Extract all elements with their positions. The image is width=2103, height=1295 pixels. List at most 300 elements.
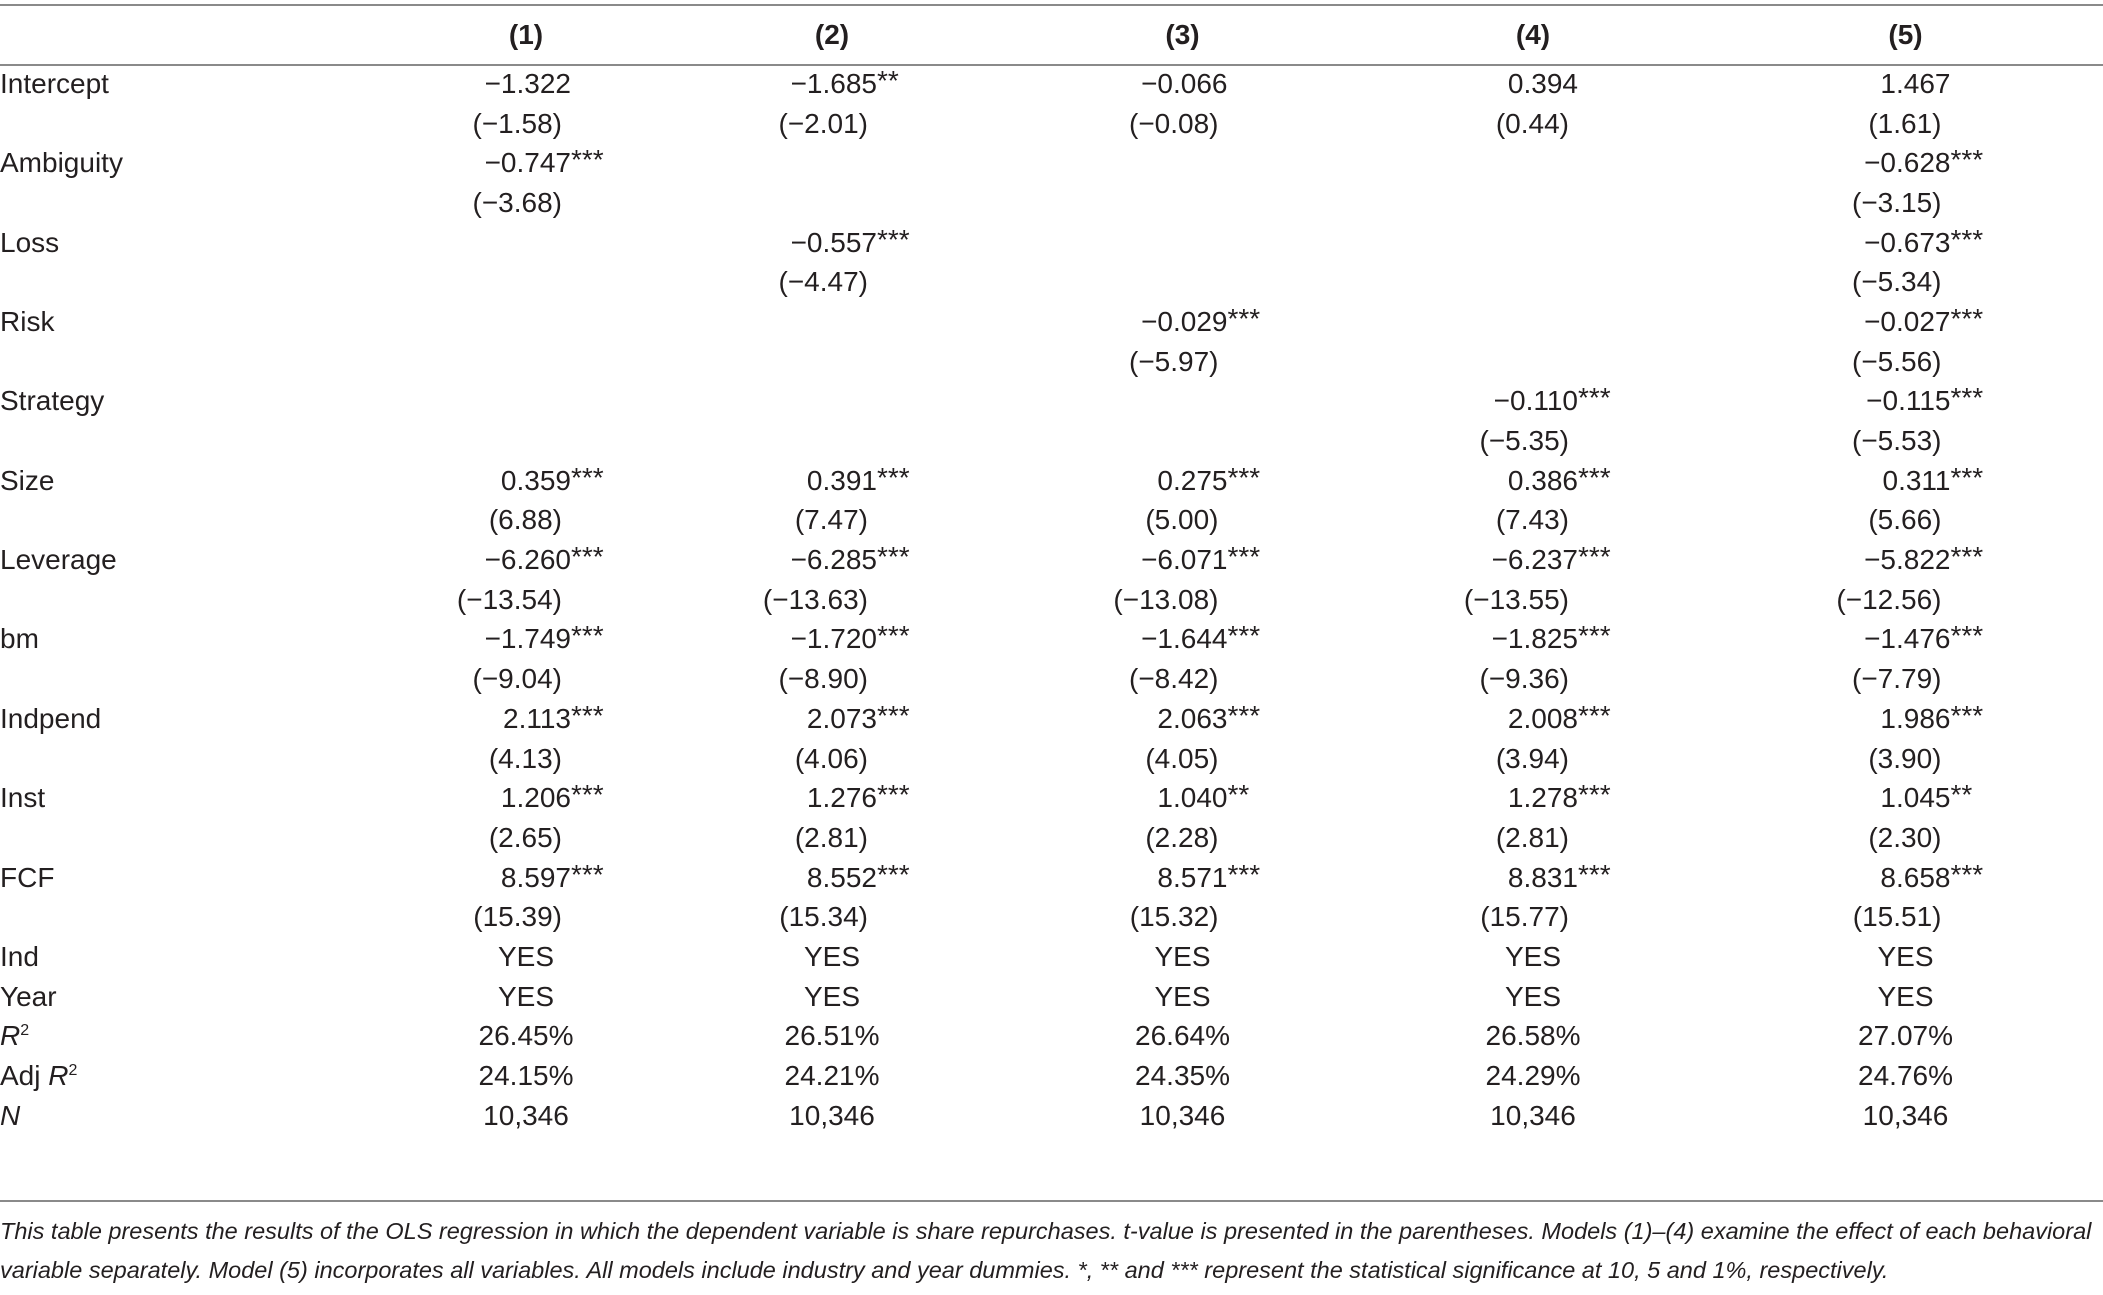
t-value: (2.81) [1495, 821, 1569, 853]
t-value: (−3.15) [1852, 186, 1942, 218]
summary-cell [395, 977, 657, 1017]
summary-label-italic: R [48, 1060, 69, 1092]
coefficient-number: 0.275 [1157, 464, 1228, 496]
coef-row-leverage [0, 540, 2103, 580]
tvalue-cell [395, 739, 657, 779]
coefficient-number: −5.822 [1864, 544, 1951, 576]
summary-value: 26.45% [478, 1020, 574, 1052]
coefficient-value [790, 64, 899, 100]
t-value: (3.90) [1868, 742, 1942, 774]
coefficient-value [1882, 461, 1984, 497]
coefficient-number: 1.045 [1880, 782, 1951, 814]
t-value: (15.39) [473, 901, 562, 933]
variable-label-blank [0, 739, 395, 779]
summary-label-text: Adj [0, 1060, 49, 1092]
t-value: (−5.97) [1129, 345, 1219, 377]
t-value: (−2.01) [778, 107, 868, 139]
summary-value: 24.21% [784, 1060, 880, 1092]
tvalue-cell [1708, 659, 2103, 699]
coefficient-number: 1.467 [1880, 67, 1951, 99]
coef-cell [1358, 143, 1708, 183]
summary-label [0, 1017, 395, 1057]
tvalue-row-intercept [0, 104, 2103, 144]
tvalue-cell [1007, 183, 1358, 223]
tvalue-cell [395, 897, 657, 937]
summary-label-text: Ind [0, 940, 39, 972]
t-value: (−5.35) [1479, 425, 1569, 457]
summary-value: 27.07% [1858, 1020, 1953, 1052]
coefficient-value [1864, 223, 1984, 259]
coefficient-value [1157, 461, 1261, 497]
tvalue-cell [395, 501, 657, 541]
significance-stars: *** [1227, 699, 1261, 731]
significance-stars: *** [1578, 858, 1611, 890]
coefficient-number: −0.115 [1866, 385, 1951, 417]
t-value: (15.32) [1129, 901, 1219, 933]
summary-cell [1007, 937, 1358, 977]
tvalue-cell [1708, 818, 2103, 858]
tvalue-cell [1007, 262, 1358, 302]
variable-label-blank [0, 421, 395, 461]
variable-label: FCF [0, 861, 55, 893]
coefficient-value [806, 699, 910, 735]
header-model-1: (1) [508, 19, 544, 50]
variable-label: Indpend [0, 702, 102, 734]
coefficient-value [1507, 461, 1611, 497]
coefficient-value [1157, 858, 1261, 894]
coefficient-value [1507, 779, 1611, 814]
tvalue-row-fcf [0, 897, 2103, 937]
summary-cell [1358, 977, 1708, 1017]
coefficient-number: −6.237 [1491, 544, 1578, 576]
tvalue-cell [395, 104, 657, 144]
tvalue-cell [657, 104, 1007, 144]
variable-label: Inst [0, 782, 46, 814]
significance-stars: ** [877, 64, 899, 96]
coefficient-value [1864, 541, 1984, 576]
coefficient-number: −6.071 [1141, 544, 1228, 576]
significance-stars: *** [1950, 461, 1984, 493]
summary-cell [395, 1017, 657, 1057]
tvalue-cell [1358, 739, 1708, 779]
coef-cell [1708, 540, 2103, 580]
tvalue-cell [657, 183, 1007, 223]
tvalue-cell [657, 501, 1007, 541]
coefficient-number: 1.040 [1157, 782, 1228, 814]
coef-cell [395, 858, 657, 898]
summary-value: YES [1154, 940, 1211, 972]
coefficient-value [1141, 68, 1227, 100]
t-value: (−5.34) [1852, 266, 1942, 298]
coefficient-value [484, 144, 604, 179]
coef-cell [1708, 858, 2103, 898]
coefficient-value [790, 223, 910, 259]
coefficient-number: −1.685 [790, 67, 877, 99]
significance-stars: *** [1227, 302, 1261, 334]
coef-row-loss [0, 223, 2103, 263]
t-value: (5.00) [1145, 504, 1219, 536]
summary-label [0, 1056, 395, 1096]
coef-row-size [0, 461, 2103, 501]
variable-label: Risk [0, 305, 55, 337]
coef-cell [1007, 699, 1358, 739]
coefficient-value [1491, 620, 1611, 655]
coefficient-number: −1.644 [1141, 623, 1228, 655]
coef-cell [1358, 64, 1708, 104]
tvalue-cell [1007, 818, 1358, 858]
summary-cell [1358, 937, 1708, 977]
t-value: (−5.53) [1852, 425, 1942, 457]
coef-cell [1007, 64, 1358, 104]
tvalue-cell [1708, 104, 2103, 144]
tvalue-row-risk [0, 342, 2103, 382]
coefficient-value [500, 779, 604, 814]
summary-value: 24.15% [478, 1060, 574, 1092]
t-value: (4.13) [488, 742, 562, 774]
summary-row [0, 1056, 2103, 1096]
variable-label: bm [0, 623, 39, 655]
significance-stars: *** [1227, 461, 1261, 493]
summary-row [0, 977, 2103, 1017]
significance-stars: *** [1950, 144, 1984, 176]
coef-cell [1708, 143, 2103, 183]
coefficient-number: 8.831 [1507, 861, 1578, 893]
coefficient-value [1491, 541, 1611, 576]
significance-stars: *** [571, 144, 604, 176]
coef-cell [1007, 540, 1358, 580]
tvalue-row-inst [0, 818, 2103, 858]
coef-cell [395, 302, 657, 342]
coefficient-value [806, 858, 910, 894]
coef-cell [1358, 540, 1708, 580]
summary-value: YES [803, 980, 861, 1012]
significance-stars: *** [877, 461, 910, 493]
coefficient-number: 2.113 [503, 702, 571, 734]
variable-label-blank [0, 659, 395, 699]
significance-stars: *** [877, 699, 910, 731]
summary-cell [1007, 1056, 1358, 1096]
t-value: (−0.08) [1129, 107, 1219, 139]
t-value: (−13.08) [1113, 583, 1219, 615]
significance-stars: *** [1578, 699, 1611, 731]
tvalue-cell [1358, 897, 1708, 937]
summary-row [0, 1017, 2103, 1057]
table-footnote: This table presents the results of the OLS regression in which the dependent variable is share repurchases. t-value is presented in the parentheses. Models (1)–(4) examine the effect of each behavioral variable separately. Model (5) incorporates all variables. All models include industry and year dummies. *, ** and *** represent the statistical significance at 10, 5 and 1%, respectively. [0, 1218, 2092, 1283]
coefficient-number: 0.386 [1507, 464, 1578, 496]
significance-stars: ** [1227, 779, 1250, 811]
tvalue-cell [1358, 342, 1708, 382]
coef-cell [1007, 620, 1358, 660]
tvalue-cell [657, 342, 1007, 382]
tvalue-row-size [0, 501, 2103, 541]
summary-cell [657, 1096, 1007, 1136]
significance-stars: *** [1950, 699, 1984, 731]
coef-cell [1358, 778, 1708, 818]
t-value: (−7.79) [1852, 663, 1942, 695]
significance-stars: *** [1578, 382, 1611, 414]
significance-stars: *** [1950, 620, 1984, 652]
coef-cell [1007, 382, 1358, 422]
tvalue-cell [1358, 501, 1708, 541]
tvalue-cell [1708, 501, 2103, 541]
t-value: (7.43) [1495, 504, 1569, 536]
coef-cell [1358, 699, 1708, 739]
coefficient-value [484, 620, 604, 655]
coefficient-number: 8.552 [806, 861, 877, 893]
header-model-2: (2) [814, 19, 850, 50]
coef-cell [657, 540, 1007, 580]
coefficient-value [1508, 68, 1578, 100]
summary-cell [1708, 1096, 2103, 1136]
coef-row-risk [0, 302, 2103, 342]
summary-value: YES [1877, 980, 1934, 1012]
variable-label-blank [0, 342, 395, 382]
summary-cell [657, 937, 1007, 977]
summary-value: YES [1504, 980, 1562, 1012]
coefficient-value [1507, 858, 1611, 894]
header-model-5: (5) [1888, 19, 1923, 50]
t-value: (−8.90) [778, 663, 868, 695]
variable-label-blank [0, 183, 395, 223]
coefficient-number: −1.720 [790, 623, 877, 655]
coef-row-strategy [0, 382, 2103, 422]
summary-row [0, 1096, 2103, 1136]
coefficient-number: 1.276 [806, 782, 877, 814]
tvalue-cell [1007, 342, 1358, 382]
coef-row-indpend [0, 699, 2103, 739]
coef-cell [1708, 64, 2103, 104]
tvalue-cell [395, 580, 657, 620]
tvalue-cell [1708, 897, 2103, 937]
coefficient-value [806, 779, 910, 814]
significance-stars: *** [1578, 620, 1611, 652]
coef-cell [1708, 620, 2103, 660]
significance-stars: *** [1578, 461, 1611, 493]
significance-stars: *** [571, 541, 604, 573]
summary-value: YES [497, 980, 555, 1012]
t-value: (5.66) [1868, 504, 1942, 536]
summary-label [0, 977, 395, 1017]
summary-label-text: N [0, 1099, 21, 1131]
coef-cell [1358, 223, 1708, 263]
coef-cell [657, 143, 1007, 183]
coefficient-value [1493, 382, 1611, 417]
summary-value: 24.76% [1858, 1060, 1953, 1092]
t-value: (2.28) [1145, 821, 1219, 853]
coef-cell [395, 778, 657, 818]
coefficient-value [1866, 382, 1984, 417]
header-model-4: (4) [1515, 19, 1551, 50]
significance-stars: *** [571, 699, 604, 731]
significance-stars: *** [1950, 302, 1984, 334]
coef-cell [657, 64, 1007, 104]
significance-stars: *** [877, 779, 910, 811]
coef-row-fcf [0, 858, 2103, 898]
tvalue-cell [657, 818, 1007, 858]
coef-cell [1007, 143, 1358, 183]
variable-label: Leverage [0, 544, 117, 576]
tvalue-cell [395, 421, 657, 461]
coefficient-value [790, 620, 910, 655]
coef-row-ambiguity [0, 143, 2103, 183]
table-header-row [0, 6, 2103, 64]
variable-label-blank [0, 501, 395, 541]
tvalue-cell [1708, 739, 2103, 779]
t-value: (1.61) [1868, 107, 1942, 139]
significance-stars: *** [877, 223, 910, 255]
coef-cell [1007, 778, 1358, 818]
t-value: (−5.56) [1852, 345, 1942, 377]
summary-row [0, 937, 2103, 977]
summary-value: 26.64% [1135, 1020, 1230, 1052]
variable-label: Ambiguity [0, 147, 123, 179]
summary-value: 10,346 [1139, 1099, 1226, 1131]
coef-cell [1358, 382, 1708, 422]
regression-table [0, 6, 2103, 1136]
variable-label-blank [0, 262, 395, 302]
coef-cell [1708, 778, 2103, 818]
tvalue-cell [1708, 183, 2103, 223]
coefficient-value [1864, 620, 1984, 655]
coef-cell [1007, 858, 1358, 898]
summary-label [0, 937, 395, 977]
summary-cell [1708, 1017, 2103, 1057]
significance-stars: *** [877, 620, 910, 652]
coefficient-number: 1.278 [1507, 782, 1578, 814]
tvalue-cell [1007, 739, 1358, 779]
summary-label-superscript: 2 [68, 1062, 78, 1080]
tvalue-cell [1007, 501, 1358, 541]
coefficient-value [500, 858, 604, 894]
summary-value: YES [1504, 940, 1562, 972]
coefficient-value [1157, 699, 1261, 735]
tvalue-row-indpend [0, 739, 2103, 779]
coefficient-value [1141, 541, 1261, 576]
summary-cell [1358, 1017, 1708, 1057]
tvalue-cell [1708, 342, 2103, 382]
coef-cell [657, 461, 1007, 501]
summary-value: 26.58% [1485, 1020, 1581, 1052]
tvalue-cell [395, 342, 657, 382]
significance-stars: *** [877, 541, 910, 573]
coefficient-number: −0.029 [1141, 305, 1228, 337]
coefficient-number: −1.749 [484, 623, 571, 655]
summary-value: 24.29% [1485, 1060, 1581, 1092]
tvalue-cell [1708, 580, 2103, 620]
summary-label-text: R [0, 1020, 21, 1052]
coef-cell [657, 382, 1007, 422]
coef-cell [1708, 699, 2103, 739]
coef-cell [1708, 382, 2103, 422]
coefficient-number: 8.658 [1880, 861, 1951, 893]
tvalue-cell [1708, 421, 2103, 461]
summary-label-text: Year [0, 980, 57, 1012]
summary-value: 10,346 [483, 1099, 569, 1131]
coef-row-intercept [0, 64, 2103, 104]
coef-cell [1358, 461, 1708, 501]
tvalue-cell [1358, 659, 1708, 699]
coef-cell [657, 778, 1007, 818]
variable-label-blank [0, 818, 395, 858]
tvalue-row-ambiguity [0, 183, 2103, 223]
coefficient-value [1864, 144, 1984, 179]
tvalue-cell [395, 659, 657, 699]
tvalue-cell [1708, 262, 2103, 302]
tvalue-cell [657, 421, 1007, 461]
tvalue-cell [1007, 659, 1358, 699]
coef-cell [395, 382, 657, 422]
t-value: (−3.68) [472, 186, 562, 218]
coefficient-number: 1.206 [500, 782, 571, 814]
coefficient-value [1880, 68, 1950, 100]
coefficient-number: −0.628 [1864, 147, 1951, 179]
coef-cell [657, 699, 1007, 739]
significance-stars: *** [1227, 620, 1261, 652]
coef-cell [1007, 223, 1358, 263]
significance-stars: *** [1227, 858, 1261, 890]
summary-cell [1708, 1056, 2103, 1096]
summary-value: 24.35% [1135, 1060, 1230, 1092]
summary-cell [1358, 1096, 1708, 1136]
tvalue-cell [395, 818, 657, 858]
tvalue-cell [657, 739, 1007, 779]
coefficient-number: −0.557 [790, 226, 877, 258]
significance-stars: *** [1950, 382, 1984, 414]
coefficient-number: 2.073 [806, 702, 877, 734]
significance-stars: *** [877, 858, 910, 890]
coef-cell [1007, 461, 1358, 501]
t-value: (−13.54) [456, 583, 562, 615]
coefficient-value [1141, 302, 1261, 338]
t-value: (2.65) [488, 821, 562, 853]
summary-value: YES [803, 940, 861, 972]
summary-cell [1007, 1017, 1358, 1057]
coefficient-number: 0.359 [500, 464, 571, 496]
coefficient-number: −1.476 [1864, 623, 1951, 655]
t-value: (−4.47) [778, 266, 868, 298]
t-value: (−9.36) [1479, 663, 1569, 695]
summary-cell [1708, 977, 2103, 1017]
coef-row-bm [0, 620, 2103, 660]
summary-cell [395, 1096, 657, 1136]
tvalue-cell [657, 262, 1007, 302]
t-value: (−9.04) [472, 663, 562, 695]
table-bottom-rule [0, 1200, 2103, 1202]
tvalue-cell [1007, 421, 1358, 461]
coefficient-value [1507, 699, 1611, 735]
tvalue-cell [657, 897, 1007, 937]
coef-cell [395, 540, 657, 580]
tvalue-cell [1358, 183, 1708, 223]
coefficient-value [500, 461, 604, 497]
coefficient-number: −0.027 [1864, 305, 1951, 337]
significance-stars: *** [571, 461, 604, 493]
header-model-3: (3) [1165, 19, 1200, 50]
coef-cell [395, 699, 657, 739]
t-value: (6.88) [488, 504, 562, 536]
coefficient-number: −6.285 [790, 544, 877, 576]
coefficient-number: −0.747 [484, 147, 571, 179]
significance-stars: *** [571, 858, 604, 890]
coefficient-number: −6.260 [484, 544, 571, 576]
summary-cell [657, 1056, 1007, 1096]
significance-stars: *** [1950, 858, 1984, 890]
summary-cell [395, 1056, 657, 1096]
coefficient-value [790, 541, 910, 576]
coefficient-number: 0.394 [1507, 67, 1578, 99]
coefficient-value [485, 68, 571, 100]
t-value: (2.30) [1868, 821, 1942, 853]
